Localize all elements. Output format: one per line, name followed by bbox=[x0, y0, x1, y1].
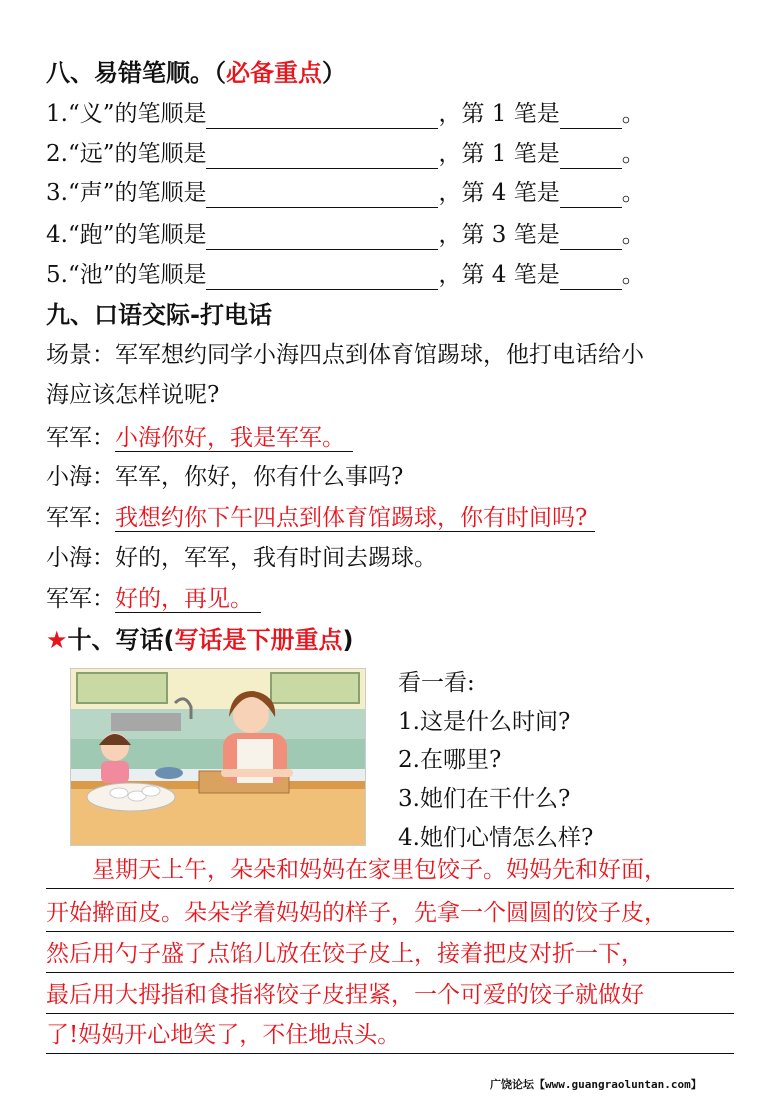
section10-heading: ★十、写话(写话是下册重点) bbox=[46, 626, 354, 654]
answer-blank[interactable] bbox=[560, 102, 622, 129]
section10-highlight: 写话是下册重点 bbox=[174, 626, 343, 654]
stroke-item-4: 4.“跑”的笔顺是 ，第 3 笔是 。 bbox=[46, 222, 645, 248]
stroke-item-5: 5.“池”的笔顺是 ，第 4 笔是 。 bbox=[46, 262, 645, 288]
section9-heading: 九、口语交际-打电话 bbox=[46, 301, 272, 329]
prompt-question-4: 4.她们心情怎么样? bbox=[398, 825, 594, 851]
dialog-line-4: 小海：好的，军军，我有时间去踢球。 bbox=[46, 545, 437, 571]
star-icon: ★ bbox=[46, 626, 68, 654]
answer-blank[interactable] bbox=[560, 142, 622, 169]
stroke-item-2: 2.“远”的笔顺是 ，第 1 笔是 。 bbox=[46, 141, 645, 167]
dialog-line-2: 小海：军军，你好，你有什么事吗? bbox=[46, 464, 404, 490]
kitchen-illustration bbox=[70, 668, 366, 846]
section8-heading: 八、易错笔顺。（必备重点） bbox=[46, 59, 346, 87]
answer-blank[interactable] bbox=[206, 142, 438, 169]
writing-line-3: 然后用勺子盛了点馅儿放在饺子皮上，接着把皮对折一下， bbox=[46, 936, 734, 973]
dialog-answer: 我想约你下午四点到体育馆踢球，你有时间吗? bbox=[115, 505, 595, 532]
prompt-look: 看一看: bbox=[398, 670, 475, 696]
dialog-answer: 小海你好，我是军军。 bbox=[115, 425, 353, 452]
answer-blank[interactable] bbox=[560, 223, 622, 250]
dialog-line-3: 军军：我想约你下午四点到体育馆踢球，你有时间吗? bbox=[46, 503, 595, 533]
section8-highlight: 必备重点 bbox=[226, 59, 322, 87]
writing-line-4: 最后用大拇指和食指将饺子皮捏紧，一个可爱的饺子就做好 bbox=[46, 977, 734, 1014]
stroke-item-3: 3.“声”的笔顺是 ，第 4 笔是 。 bbox=[46, 180, 645, 206]
answer-blank[interactable] bbox=[560, 181, 622, 208]
dialog-answer: 好的，再见。 bbox=[115, 586, 261, 613]
stroke-item-1: 1.“义”的笔顺是 ，第 1 笔是 。 bbox=[46, 101, 645, 127]
mother-daughter-dumplings-picture bbox=[71, 669, 365, 845]
answer-blank[interactable] bbox=[560, 263, 622, 290]
answer-blank[interactable] bbox=[206, 223, 438, 250]
answer-blank[interactable] bbox=[206, 181, 438, 208]
dialog-line-5: 军军：好的，再见。 bbox=[46, 584, 261, 614]
writing-line-5: 了!妈妈开心地笑了，不住地点头。 bbox=[46, 1017, 734, 1054]
prompt-question-1: 1.这是什么时间? bbox=[398, 709, 571, 735]
answer-blank[interactable] bbox=[206, 263, 438, 290]
dialog-line-1: 军军：小海你好，我是军军。 bbox=[46, 423, 353, 453]
prompt-question-2: 2.在哪里? bbox=[398, 747, 502, 773]
footer-watermark: 广饶论坛【www.guangraoluntan.com】 bbox=[490, 1078, 702, 1091]
writing-line-1: 星期天上午，朵朵和妈妈在家里包饺子。妈妈先和好面， bbox=[46, 852, 734, 889]
prompt-question-3: 3.她们在干什么? bbox=[398, 786, 571, 812]
answer-blank[interactable] bbox=[206, 102, 438, 129]
scene-text-line-2: 海应该怎样说呢? bbox=[46, 382, 220, 408]
scene-text-line-1: 场景：军军想约同学小海四点到体育馆踢球，他打电话给小 bbox=[46, 342, 644, 368]
writing-line-2: 开始擀面皮。朵朵学着妈妈的样子，先拿一个圆圆的饺子皮， bbox=[46, 895, 734, 932]
